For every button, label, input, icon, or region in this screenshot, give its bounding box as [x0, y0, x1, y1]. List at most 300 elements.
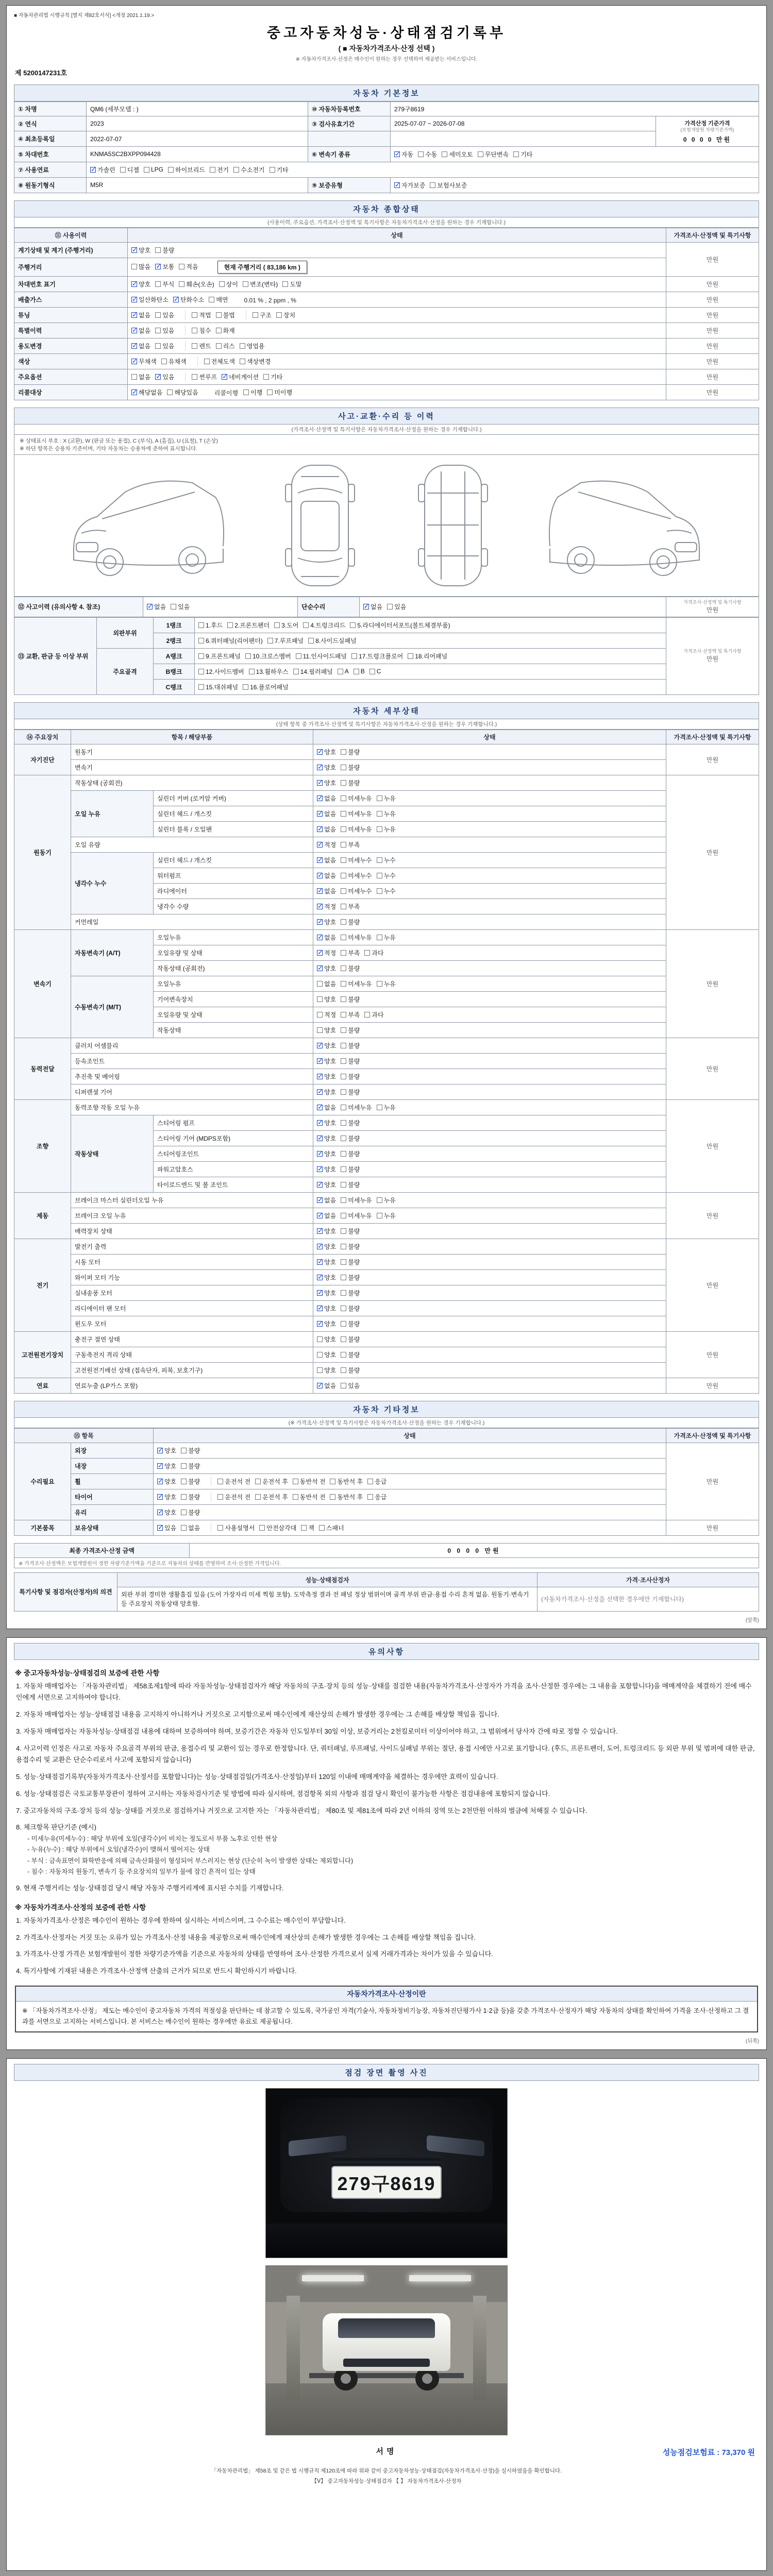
checkbox-option[interactable] — [341, 1149, 360, 1158]
checkbox-label: 하이브리드 — [175, 166, 205, 174]
checkbox-option[interactable] — [259, 1523, 296, 1532]
checkbox-option[interactable] — [181, 1477, 200, 1486]
checkbox-option[interactable] — [377, 809, 396, 818]
unchecked-checkbox-icon — [192, 374, 197, 380]
checkbox-option[interactable] — [341, 1165, 360, 1174]
checkbox-group — [317, 886, 405, 896]
checkbox-label: 동반석 후 — [337, 1478, 363, 1485]
checkbox-label: 적법 — [199, 311, 211, 319]
checkbox-option[interactable] — [216, 342, 235, 350]
checkbox-option[interactable] — [317, 809, 336, 818]
checkbox-option[interactable] — [341, 979, 372, 988]
checked-checkbox-icon — [317, 857, 323, 863]
checkbox-option[interactable] — [219, 280, 238, 289]
checkbox-option[interactable] — [341, 856, 372, 865]
checkbox-label: 양호 — [164, 1462, 177, 1470]
checkbox-option[interactable] — [120, 165, 139, 174]
checkbox-option[interactable] — [341, 948, 360, 957]
checkbox-group — [131, 295, 237, 304]
checkbox-option[interactable] — [430, 181, 467, 190]
checkbox-option[interactable] — [181, 1493, 200, 1501]
checkbox-option[interactable] — [157, 1508, 176, 1517]
checkbox-option[interactable] — [168, 165, 205, 174]
price-cell: 만원 — [666, 384, 759, 400]
checkbox-option[interactable] — [317, 1335, 336, 1344]
checkbox-option[interactable] — [270, 165, 289, 174]
checkbox-option[interactable] — [394, 181, 425, 190]
checkbox-option[interactable] — [513, 150, 532, 159]
checkbox-option[interactable] — [181, 1523, 200, 1532]
checkbox-option[interactable] — [217, 1477, 250, 1486]
checkbox-option[interactable] — [157, 1477, 176, 1486]
checkbox-option[interactable] — [330, 1493, 363, 1501]
unchecked-checkbox-icon — [274, 622, 280, 628]
notice-item — [16, 1681, 757, 1704]
checkbox-option[interactable] — [317, 902, 336, 911]
final-price-table — [14, 1543, 759, 1558]
checkbox-option[interactable] — [317, 1381, 336, 1390]
checkbox-option[interactable] — [192, 311, 211, 319]
checkbox-option[interactable] — [198, 683, 238, 691]
checkbox-group — [131, 372, 183, 382]
checkbox-option[interactable] — [157, 1523, 176, 1532]
checkbox-option[interactable] — [317, 1366, 336, 1375]
checkbox-option[interactable] — [317, 933, 336, 942]
unchecked-checkbox-icon — [377, 935, 382, 940]
checkbox-option[interactable] — [317, 1227, 336, 1235]
checkbox-option[interactable] — [442, 150, 473, 159]
summary-status-cell — [128, 384, 666, 400]
checkbox-option[interactable] — [282, 280, 301, 289]
checkbox-option[interactable] — [317, 1211, 336, 1220]
unchecked-checkbox-icon — [341, 873, 346, 878]
checkbox-option[interactable] — [317, 1165, 336, 1174]
checkbox-option[interactable] — [157, 1493, 176, 1501]
car-name-value: QM6 (세부모델 : ) — [87, 102, 308, 116]
checkbox-option[interactable] — [317, 778, 336, 787]
checkbox-option[interactable] — [377, 979, 396, 988]
checkbox-option[interactable] — [317, 1258, 336, 1266]
notice-item — [16, 1771, 757, 1783]
checkbox-group — [317, 1164, 368, 1174]
checkbox-option[interactable] — [198, 667, 244, 676]
checkbox-option[interactable] — [131, 295, 169, 304]
unchecked-checkbox-icon — [377, 888, 382, 894]
checkbox-option[interactable] — [317, 1304, 336, 1313]
checkbox-option[interactable] — [155, 280, 174, 289]
checkbox-option[interactable] — [341, 1103, 372, 1112]
checkbox-label: 불량 — [188, 1509, 200, 1516]
unchecked-checkbox-icon — [341, 795, 346, 801]
checkbox-option[interactable] — [478, 150, 509, 159]
checkbox-option[interactable] — [317, 1134, 336, 1143]
checkbox-option[interactable] — [227, 621, 270, 630]
checkbox-option[interactable] — [341, 1088, 360, 1096]
checkbox-option[interactable] — [317, 1180, 336, 1189]
summary-item-label: 계기상태 및 계기 (주행거리) — [14, 242, 128, 258]
checkbox-option[interactable] — [317, 748, 336, 756]
exchange-section-label: ⑬ 교환, 판금 등 이상 부위 — [14, 617, 97, 694]
unchecked-checkbox-icon — [282, 281, 288, 287]
unchecked-checkbox-icon — [293, 1494, 298, 1500]
checkbox-group — [197, 357, 280, 366]
checkbox-label: 장치 — [283, 311, 296, 319]
checkbox-option[interactable] — [317, 1273, 336, 1282]
checkbox-option[interactable] — [367, 1477, 386, 1486]
checkbox-option[interactable] — [341, 1180, 360, 1189]
checkbox-option[interactable] — [317, 1041, 336, 1050]
checkbox-option[interactable] — [377, 1196, 396, 1205]
checkbox-label: 없음 — [324, 794, 337, 802]
checkbox-option[interactable] — [131, 326, 150, 335]
item-label: 작동상태 — [154, 1022, 313, 1038]
checkbox-option[interactable] — [341, 964, 360, 973]
checkbox-option[interactable] — [317, 1057, 336, 1065]
checkbox-option[interactable] — [233, 165, 264, 174]
checked-checkbox-icon — [157, 1448, 163, 1453]
checkbox-label: 없음 — [188, 1524, 200, 1532]
checkbox-option[interactable] — [317, 871, 336, 880]
checkbox-option[interactable] — [217, 1493, 250, 1501]
checkbox-option[interactable] — [267, 636, 304, 645]
checkbox-option[interactable] — [418, 150, 437, 159]
item-label: 배력장치 상태 — [71, 1223, 313, 1239]
checkbox-option[interactable] — [131, 280, 150, 289]
checkbox-option[interactable] — [377, 856, 396, 865]
checkbox-option[interactable] — [341, 809, 372, 818]
unchecked-checkbox-icon — [181, 1494, 187, 1500]
checkbox-option[interactable] — [341, 763, 360, 772]
checkbox-option[interactable] — [377, 1103, 396, 1112]
checkbox-option[interactable] — [317, 1103, 336, 1112]
checkbox-label: 미세누유 — [348, 825, 372, 833]
checkbox-option[interactable] — [341, 825, 372, 834]
checkbox-option[interactable] — [173, 295, 204, 304]
checkbox-option[interactable] — [341, 1134, 360, 1143]
checked-checkbox-icon — [317, 780, 323, 786]
checkbox-option[interactable] — [167, 388, 198, 397]
checkbox-option[interactable] — [341, 840, 360, 849]
checkbox-option[interactable] — [131, 357, 157, 366]
checkbox-label: 7.루프패널 — [274, 637, 304, 645]
checked-checkbox-icon — [157, 1494, 163, 1500]
checkbox-label: 변조(변타) — [249, 280, 278, 288]
checkbox-label: 11.인사이드패널 — [303, 652, 347, 660]
checkbox-option[interactable] — [317, 918, 336, 926]
checkbox-option[interactable] — [179, 280, 214, 289]
checkbox-option[interactable] — [341, 1381, 360, 1390]
checkbox-option[interactable] — [90, 165, 115, 174]
item-status-cell — [313, 976, 666, 991]
item-status-cell — [313, 1130, 666, 1146]
checkbox-option[interactable] — [240, 357, 271, 366]
checked-checkbox-icon — [317, 1182, 323, 1188]
summary-status-cell — [128, 307, 666, 323]
checkbox-option[interactable] — [317, 948, 336, 957]
checkbox-option[interactable] — [341, 794, 372, 803]
unchecked-checkbox-icon — [341, 826, 346, 832]
checkbox-option[interactable] — [155, 311, 174, 319]
checkbox-option[interactable] — [293, 1477, 326, 1486]
checkbox-option[interactable] — [341, 871, 372, 880]
checkbox-option[interactable] — [330, 1477, 363, 1486]
checkbox-label: 양호 — [324, 1026, 337, 1034]
checkbox-option[interactable] — [131, 262, 150, 271]
checkbox-option[interactable] — [255, 1477, 288, 1486]
checkbox-option[interactable] — [317, 763, 336, 772]
checkbox-option[interactable] — [161, 357, 187, 366]
checkbox-option[interactable] — [209, 295, 228, 304]
checkbox-option[interactable] — [338, 668, 349, 675]
checkbox-option[interactable] — [369, 668, 381, 675]
checkbox-option[interactable] — [274, 621, 298, 630]
checkbox-option[interactable] — [317, 995, 336, 1004]
checkbox-label: 없음 — [139, 342, 151, 350]
detail-row — [14, 1099, 759, 1115]
notice-text: 1. 자동차가격조사·산정은 매수인이 원하는 경우에 한하여 실시하는 서비스이며, 그 수수료는 매수인이 부담합니다. — [16, 1916, 346, 1924]
checkbox-option[interactable] — [387, 602, 406, 611]
checkbox-option[interactable] — [131, 246, 150, 255]
checkbox-option[interactable] — [317, 1350, 336, 1359]
checkbox-option[interactable] — [367, 1493, 386, 1501]
checkbox-option[interactable] — [341, 887, 372, 895]
checkbox-option[interactable] — [341, 1335, 360, 1344]
checkbox-option[interactable] — [317, 1242, 336, 1251]
checkbox-label: 기타 — [520, 150, 533, 158]
checked-checkbox-icon — [147, 604, 153, 609]
checkbox-option[interactable] — [341, 933, 372, 942]
checkbox-option[interactable] — [255, 1493, 288, 1501]
checkbox-option[interactable] — [267, 388, 292, 397]
unchecked-checkbox-icon — [198, 669, 204, 674]
checked-checkbox-icon — [131, 359, 137, 364]
checkbox-option[interactable] — [216, 311, 235, 319]
checkbox-option[interactable] — [317, 964, 336, 973]
checkbox-option[interactable] — [317, 1072, 336, 1081]
checkbox-option[interactable] — [181, 1508, 200, 1517]
checkbox-option[interactable] — [341, 1350, 360, 1359]
checkbox-option[interactable] — [317, 1149, 336, 1158]
checkbox-group — [185, 310, 243, 320]
checkbox-option[interactable] — [155, 262, 174, 271]
checkbox-option[interactable] — [341, 1026, 360, 1035]
checkbox-option[interactable] — [157, 1462, 176, 1470]
checkbox-option[interactable] — [341, 902, 360, 911]
checkbox-option[interactable] — [240, 342, 265, 350]
checkbox-option[interactable] — [131, 372, 150, 381]
item-status-cell — [313, 1254, 666, 1269]
checkbox-option[interactable] — [341, 1041, 360, 1050]
unchecked-checkbox-icon — [243, 389, 249, 395]
checkbox-label: 적음 — [186, 263, 198, 270]
checkbox-option[interactable] — [131, 388, 162, 397]
checkbox-option[interactable] — [364, 1010, 383, 1019]
checkbox-option[interactable] — [301, 1523, 314, 1532]
checkbox-option[interactable] — [363, 602, 382, 611]
checkbox-option[interactable] — [276, 311, 295, 319]
checkbox-option[interactable] — [155, 246, 174, 255]
checkbox-option[interactable] — [341, 1010, 360, 1019]
summary-table — [14, 228, 759, 400]
checkbox-option[interactable] — [155, 326, 174, 335]
checkbox-option[interactable] — [181, 1462, 200, 1470]
checkbox-option[interactable] — [243, 683, 289, 691]
checkbox-label: 미이행 — [274, 388, 293, 396]
checkbox-option[interactable] — [253, 311, 272, 319]
checkbox-option[interactable] — [351, 652, 403, 660]
checkbox-option[interactable] — [243, 280, 278, 289]
checkbox-option[interactable] — [341, 1227, 360, 1235]
checkbox-option[interactable] — [131, 311, 150, 319]
notice-text: 2. 가격조사·산정자는 거짓 또는 오류가 있는 가격조사·산정 내용을 제공함으로써 매수인에게 재산상의 손해가 발생한 경우에는 그 손해를 배상할 책임을 집니다. — [16, 1933, 476, 1941]
checkbox-option[interactable] — [157, 1446, 176, 1455]
checkbox-option[interactable] — [341, 1304, 360, 1313]
checkbox-option[interactable] — [341, 1196, 372, 1205]
checkbox-option[interactable] — [198, 636, 263, 645]
checkbox-option[interactable] — [147, 602, 166, 611]
checkbox-option[interactable] — [131, 342, 150, 350]
checkbox-label: 누유 — [383, 794, 396, 802]
checkbox-option[interactable] — [171, 602, 190, 611]
checkbox-option[interactable] — [317, 1319, 336, 1328]
checkbox-option[interactable] — [216, 326, 235, 335]
checkbox-option[interactable] — [204, 357, 235, 366]
checkbox-option[interactable] — [308, 636, 357, 645]
checkbox-option[interactable] — [317, 825, 336, 834]
checkbox-label: 일산화탄소 — [139, 296, 169, 303]
main-frame-label: 주요골격 — [97, 648, 154, 694]
checkbox-option[interactable] — [341, 778, 360, 787]
checkbox-option[interactable] — [217, 1523, 255, 1532]
checkbox-option[interactable] — [155, 342, 174, 350]
checkbox-option[interactable] — [293, 667, 333, 676]
item-label: 와이퍼 모터 기능 — [71, 1269, 313, 1285]
item-status-cell — [313, 883, 666, 899]
checkbox-label: 없음 — [324, 934, 337, 941]
checkbox-option[interactable] — [319, 1523, 344, 1532]
vin-label: ⑤ 차대번호 — [14, 146, 87, 162]
checkbox-option[interactable] — [192, 342, 211, 350]
checkbox-option[interactable] — [317, 887, 336, 895]
item-status-cell — [313, 1347, 666, 1362]
checkbox-option[interactable] — [243, 388, 262, 397]
checkbox-option[interactable] — [341, 1319, 360, 1328]
checkbox-option[interactable] — [144, 166, 163, 173]
checkbox-label: 8.사이드실패널 — [315, 637, 357, 645]
checkbox-option[interactable] — [364, 948, 383, 957]
checkbox-option[interactable] — [222, 372, 259, 381]
checkbox-option[interactable] — [296, 652, 347, 660]
checkbox-option[interactable] — [317, 1289, 336, 1297]
car-name-label: ① 차명 — [14, 102, 87, 116]
checkbox-option[interactable] — [341, 1057, 360, 1065]
checkbox-option[interactable] — [341, 1258, 360, 1266]
checkbox-option[interactable] — [317, 1196, 336, 1205]
checkbox-option[interactable] — [341, 1211, 372, 1220]
item-label: 작동상태 (공회전) — [154, 960, 313, 976]
checkbox-option[interactable] — [394, 150, 413, 159]
checkbox-option[interactable] — [377, 887, 396, 895]
checkbox-option[interactable] — [210, 165, 229, 174]
checkbox-option[interactable] — [192, 326, 211, 335]
checkbox-option[interactable] — [341, 1273, 360, 1282]
checkbox-option[interactable] — [341, 1072, 360, 1081]
checkbox-option[interactable] — [245, 652, 291, 660]
checkbox-option[interactable] — [341, 1366, 360, 1375]
section-title-misc: 자동차 기타정보 — [14, 1401, 759, 1418]
checkbox-option[interactable] — [350, 621, 450, 630]
checkbox-option[interactable] — [341, 748, 360, 756]
checkbox-label: 무단변속 — [484, 150, 509, 158]
misc-item-label: 휠 — [71, 1473, 154, 1489]
summary-item-label: 리콜대상 — [14, 384, 128, 400]
checkbox-option[interactable] — [303, 621, 345, 630]
checkbox-option[interactable] — [341, 995, 360, 1004]
checked-checkbox-icon — [131, 247, 137, 253]
checkbox-label: 불량 — [348, 748, 360, 756]
checkbox-option[interactable] — [198, 621, 223, 630]
checkbox-option[interactable] — [377, 1211, 396, 1220]
checkbox-option[interactable] — [377, 825, 396, 834]
section-title-notices: 유의사항 — [14, 1643, 759, 1660]
checkbox-label: 양호 — [324, 964, 337, 972]
item-subgroup-label: 작동상태 — [71, 1115, 154, 1192]
item-status-cell — [313, 837, 666, 852]
checkbox-label: 양호 — [324, 1335, 337, 1343]
unchecked-checkbox-icon — [408, 653, 413, 659]
checkbox-option[interactable] — [317, 1088, 336, 1096]
checkbox-option[interactable] — [317, 1010, 336, 1019]
checkbox-label: 부족 — [348, 903, 360, 910]
checkbox-option[interactable] — [341, 1289, 360, 1297]
checkbox-option[interactable] — [354, 668, 365, 675]
unchecked-checkbox-icon — [181, 1479, 187, 1484]
misc-item-label: 외장 — [71, 1443, 154, 1458]
checkbox-option[interactable] — [192, 372, 217, 381]
checkbox-option[interactable] — [317, 1118, 336, 1127]
checkbox-option[interactable] — [341, 918, 360, 926]
item-label: 실린더 헤드 / 개스킷 — [154, 806, 313, 821]
checkbox-option[interactable] — [249, 667, 289, 676]
item-label: 디퍼렌셜 기어 — [71, 1084, 313, 1099]
checked-checkbox-icon — [317, 1074, 323, 1079]
checkbox-option[interactable] — [317, 1026, 336, 1035]
appraiser-remarks: (자동차가격조사·산정을 선택한 경우에만 기재합니다) — [537, 1587, 759, 1611]
checkbox-option[interactable] — [408, 652, 447, 660]
checkbox-option[interactable] — [179, 262, 198, 271]
checkbox-option[interactable] — [181, 1446, 200, 1455]
checkbox-option[interactable] — [341, 1242, 360, 1251]
checkbox-option[interactable] — [293, 1493, 326, 1501]
checkbox-option[interactable] — [341, 1118, 360, 1127]
checkbox-option[interactable] — [377, 933, 396, 942]
checkbox-option[interactable] — [317, 856, 336, 865]
unchecked-checkbox-icon — [354, 669, 359, 674]
checkbox-option[interactable] — [317, 979, 336, 988]
checkbox-group — [317, 793, 405, 803]
checkbox-group — [185, 341, 273, 351]
detail-row — [14, 1239, 759, 1254]
checkbox-option[interactable] — [263, 372, 282, 381]
checkbox-option[interactable] — [377, 794, 396, 803]
checked-checkbox-icon — [317, 1120, 323, 1126]
item-status-cell — [313, 1007, 666, 1022]
checkbox-option[interactable] — [317, 794, 336, 803]
checkbox-option[interactable] — [198, 652, 241, 660]
checkbox-option[interactable] — [317, 840, 336, 849]
checkbox-option[interactable] — [155, 372, 174, 381]
checkbox-option[interactable] — [377, 871, 396, 880]
